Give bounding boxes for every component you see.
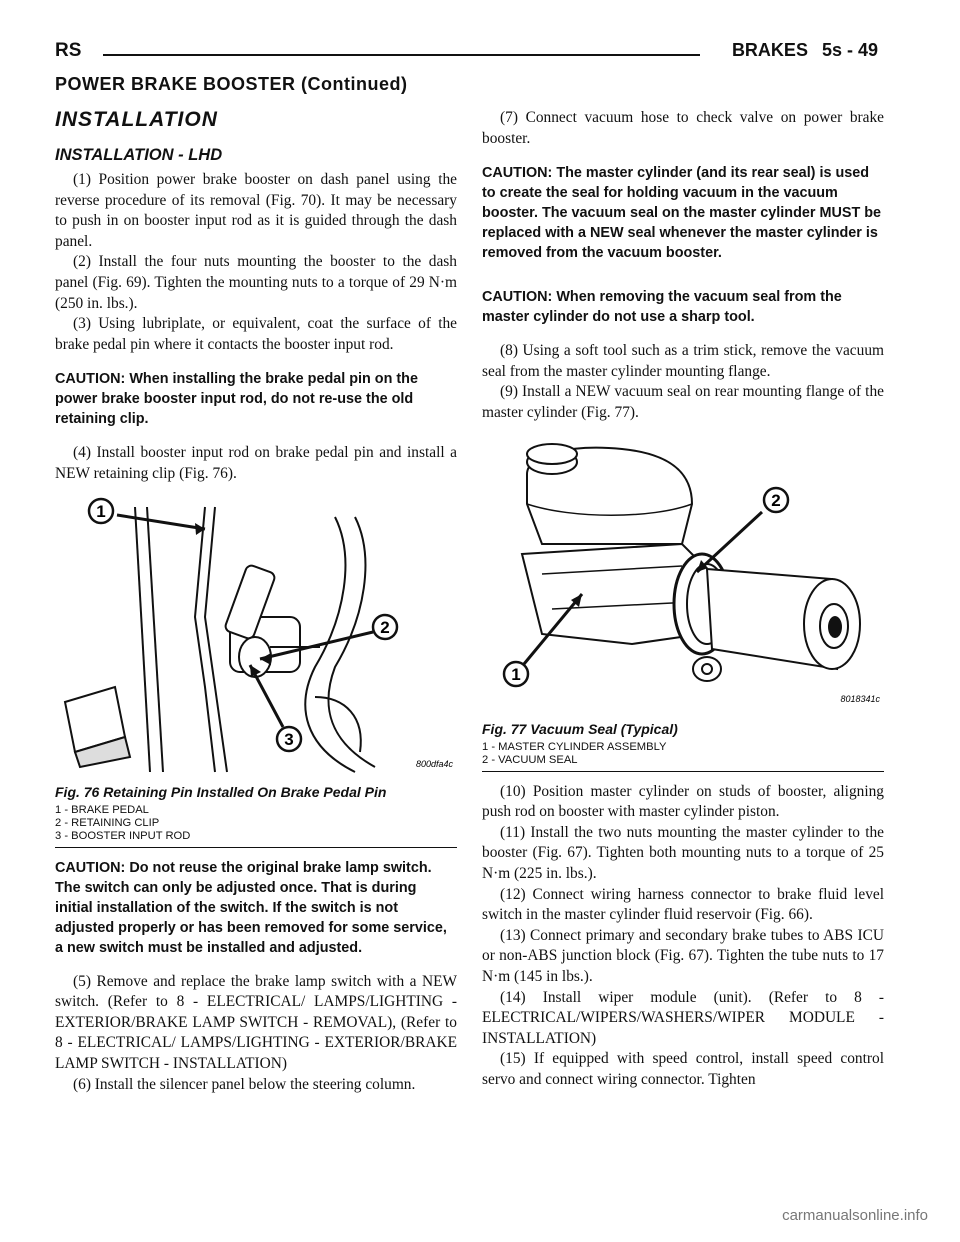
caution-vacuum-seal: CAUTION: When removing the vacuum seal from the master cylinder do not use a sharp tool.: [482, 289, 842, 326]
caution-brake-lamp-switch: CAUTION: Do not reuse the original brake lamp switch. The switch can only be adjusted once. That is during initial installation of the switch. If the switch is not adjusted properly or has been removed for some service, a new switch must be installed and adjusted.: [55, 859, 447, 956]
right-column: [482, 108, 884, 1090]
step-3: (3) Using lubriplate, or equivalent, coat the surface of the brake pedal pin where it contacts the booster input rod.: [55, 315, 457, 353]
continued-title: POWER BRAKE BOOSTER (Continued): [55, 74, 408, 94]
step-15: (15) If equipped with speed control, install speed control servo and connect wiring connector. Tighten: [482, 1050, 884, 1088]
fig76-callout-1: 1: [96, 501, 106, 521]
fig77-rule: [482, 771, 884, 772]
step-4: (4) Install booster input rod on brake pedal pin and install a NEW retaining clip (Fig. 76).: [55, 444, 457, 482]
step-5: (5) Remove and replace the brake lamp switch with a NEW switch. (Refer to 8 - ELECTRICAL/ LAMPS/LIGHTING - EXTERIOR/BRAKE LAMP SWITCH - REMOVAL), (Refer to 8 - ELECTRICAL/ LAMPS/LIGHTING - EXTERIOR/BRAKE LAMP SWITCH - INSTALLATION): [55, 972, 457, 1072]
header-right: [732, 40, 878, 61]
step-9: (9) Install a NEW vacuum seal on rear mounting flange of the master cylinder (Fig. 77).: [482, 383, 884, 421]
fig77-code: 8018341c: [840, 693, 880, 704]
fig77-legend: [482, 741, 884, 767]
fig76-legend-item: 3 - BOOSTER INPUT ROD: [55, 829, 191, 842]
step-12: (12) Connect wiring harness connector to brake fluid level switch in the master cylinder fluid reservoir (Fig. 66).: [482, 885, 884, 924]
step-11: (11) Install the two nuts mounting the master cylinder to the booster (Fig. 67). Tighten both mounting nuts to a torque of 25 N·m (225 in. lbs.).: [482, 823, 884, 882]
header-rule: [103, 54, 700, 56]
step-8: (8) Using a soft tool such as a trim stick, remove the vacuum seal from the master cylinder mounting flange.: [482, 342, 884, 380]
fig76-legend-item: 2 - RETAINING CLIP: [55, 816, 160, 829]
fig77-legend-item: 1 - MASTER CYLINDER ASSEMBLY: [482, 740, 667, 753]
step-13: (13) Connect primary and secondary brake tubes to ABS ICU or non-ABS junction block (Fig. 67). Tighten the tube nuts to 17 N·m (145 in lbs.).: [482, 926, 884, 985]
fig76-legend-item: 1 - BRAKE PEDAL: [55, 803, 149, 816]
fig77-callout-1: 1: [511, 664, 521, 684]
fig76-caption: Fig. 76 Retaining Pin Installed On Brake Pedal Pin: [55, 783, 387, 800]
caution-pedal-pin: CAUTION: When installing the brake pedal pin on the power brake booster input rod, do not re-use the old retaining clip.: [55, 371, 418, 428]
figure-77: [482, 434, 884, 772]
fig77-callout-2: 2: [771, 490, 781, 510]
step-1: (1) Position power brake booster on dash panel using the reverse procedure of its removal (Fig. 70). It may be necessary to push in on booster input rod as it is guided through the dash panel.: [55, 171, 457, 250]
figure-76: [55, 497, 457, 848]
fig77-legend-item: 2 - VACUUM SEAL: [482, 753, 578, 766]
fig76-callout-2: 2: [380, 617, 390, 637]
figure-77-illustration: [482, 434, 882, 719]
header-section: BRAKES: [731, 40, 808, 60]
step-14: (14) Install wiper module (unit). (Refer to 8 - ELECTRICAL/WIPERS/WASHERS/WIPER MODULE - INSTALLATION): [482, 988, 884, 1047]
lhd-heading: INSTALLATION - LHD: [55, 146, 223, 164]
step-6: (6) Install the silencer panel below the steering column.: [73, 1075, 416, 1093]
step-7: (7) Connect vacuum hose to check valve on power brake booster.: [482, 109, 884, 147]
installation-heading: INSTALLATION: [55, 108, 218, 131]
left-column: [55, 108, 457, 1095]
fig77-caption: Fig. 77 Vacuum Seal (Typical): [482, 720, 678, 737]
fig76-rule: [55, 847, 457, 848]
fig76-code: 800dfa4c: [415, 758, 453, 769]
fig76-callout-3: 3: [284, 729, 294, 749]
header-model-code: RS: [55, 40, 82, 61]
page-header: [55, 40, 878, 70]
watermark: carmanualsonline.info: [782, 1207, 928, 1224]
header-page-number: 5s - 49: [821, 40, 878, 60]
fig76-legend: [55, 804, 457, 843]
caution-master-cylinder: CAUTION: The master cylinder (and its rear seal) is used to create the seal for holding vacuum in the vacuum booster. The vacuum seal on the master cylinder MUST be replaced with a NEW seal whenever the master cylinder is removed from the vacuum booster.: [482, 165, 882, 262]
step-10: (10) Position master cylinder on studs of booster, aligning push rod on booster with master cylinder piston.: [482, 782, 884, 821]
step-2: (2) Install the four nuts mounting the booster to the dash panel (Fig. 69). Tighten the mounting nuts to a torque of 29 N·m (250 in. lbs.).: [55, 253, 457, 312]
figure-76-illustration: [55, 497, 455, 782]
